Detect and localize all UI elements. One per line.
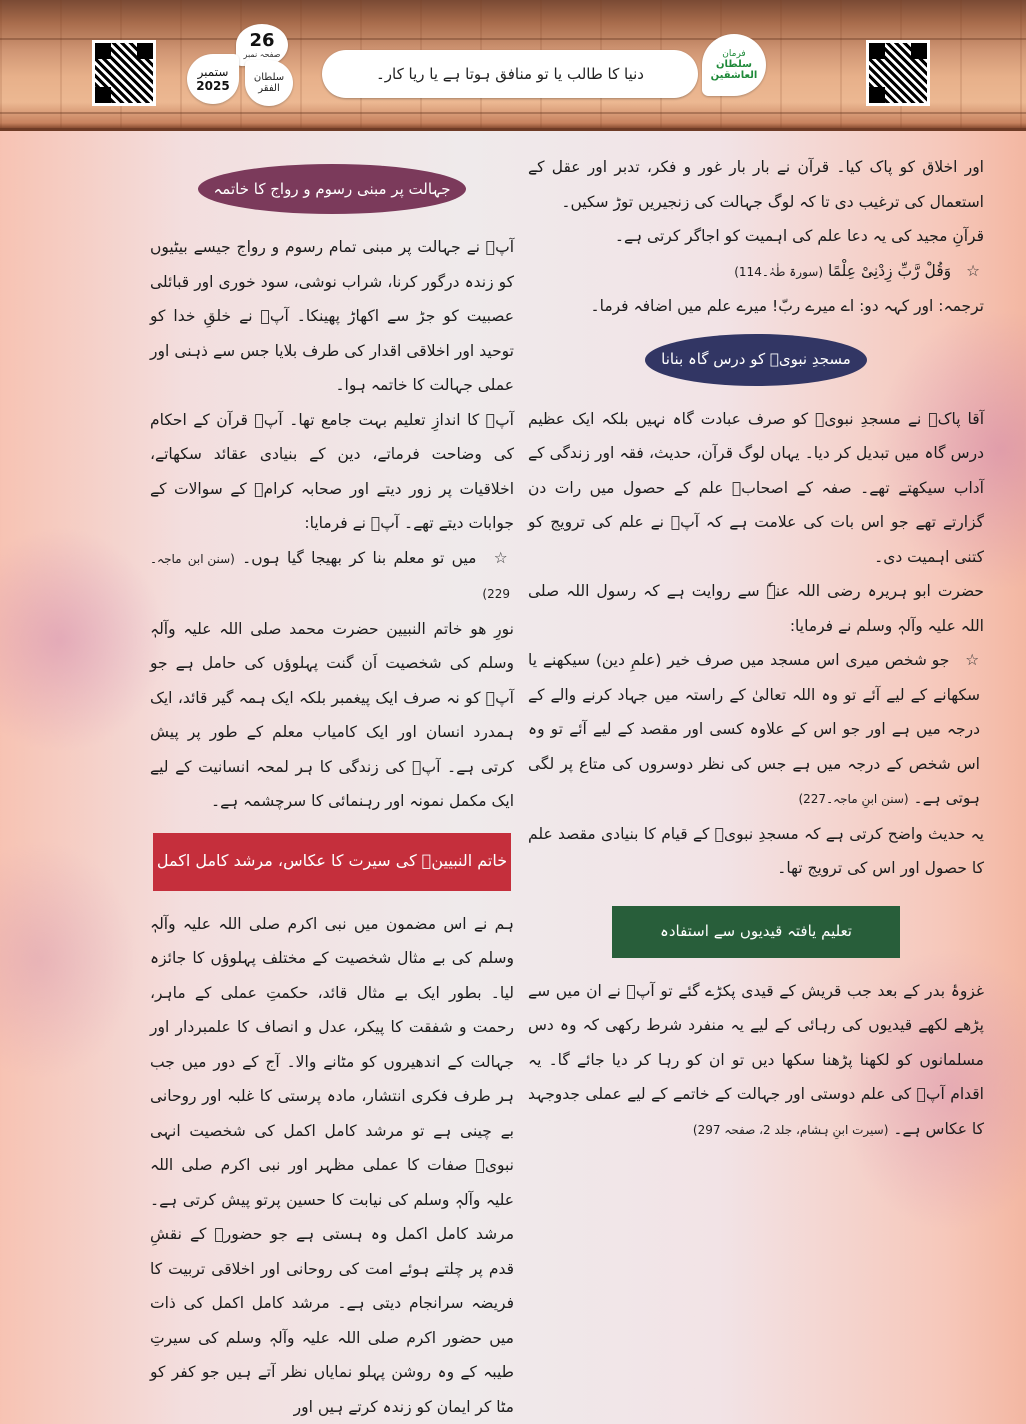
quote-line <box>150 541 514 612</box>
issue-date-badge <box>187 54 239 104</box>
star-icon: ☆ <box>494 549 510 567</box>
qr-code-icon <box>95 43 153 103</box>
quote-source-line2: سلطان العاشقین <box>702 59 766 81</box>
paragraph: ہم نے اس مضمون میں نبی اکرم صلی اللہ علیہ وآلہٖ وسلم کی بے مثال شخصیت کے مختلف پہلوؤں کا جائزہ لیا۔ بطور ایک بے مثال قائد، حکمتِ عملی کے ماہر، رحمت و شفقت کا پیکر، عدل و انصاف کا علمبردار اور جہالت کے اندھیروں کو مٹانے والا۔ آج کے دور میں جب ہر طرف فکری انتشار، مادہ پرستی کا غلبہ اور روحانی بے چینی ہے تو مرشد کامل اکمل کی شخصیت انہی نبویؐ صفات کا عملی مظہر اور نبی اکرم صلی اللہ علیہ وآلہٖ وسلم کی نیابت کا حسین پرتو پیش کرتی ہے۔ مرشد کامل اکمل وہ ہستی ہے جو حضورؐ کے نقشِ قدم پر چلتے ہوئے امت کی روحانی اور اخلاقی تربیت کا فریضہ سرانجام دیتی ہے۔ مرشد کامل اکمل کی ذات میں حضور اکرم صلی اللہ علیہ وآلہٖ وسلم کی سیرتِ طیبہ کے وہ روشن پہلو نمایاں نظر آتے ہیں جو کفر کو مٹا کر ایمان کو زندہ کرتے ہیں اور <box>150 907 514 1424</box>
paragraph: آپؐ نے جہالت پر مبنی تمام رسوم و رواج جیسے بیٹیوں کو زندہ درگور کرنا، شراب نوشی، سود خوری اور قبائلی عصبیت کو جڑ سے اکھاڑ پھینکا۔ آپؐ نے خلقِ خدا کو توحید اور اخلاقی اقدار کی طرف بلایا جس سے ذہنی اور عملی جہالت کا خاتمہ ہوا۔ <box>150 230 514 403</box>
paragraph: اور اخلاق کو پاک کیا۔ قرآن نے بار بار غور و فکر، تدبر اور عقل کے استعمال کی ترغیب دی تا کہ لوگ جہالت کی زنجیریں توڑ سکیں۔ <box>528 150 984 219</box>
section-heading-text: مسجدِ نبویؐ کو درس گاہ بنانا <box>661 342 851 377</box>
quote-source-line1: فرمان <box>722 49 745 59</box>
star-icon: ☆ <box>966 262 980 280</box>
issue-year: 2025 <box>196 79 229 93</box>
page-number-label: صفحہ نمبر <box>244 50 281 59</box>
section-heading <box>153 833 511 891</box>
hadith <box>528 643 984 817</box>
quote-source-badge <box>702 34 766 96</box>
paragraph: آپؐ کا اندازِ تعلیم بہت جامع تھا۔ آپؐ قرآن کے احکام کی وضاحت فرماتے، دین کے بنیادی عقائد سکھاتے، اخلاقیات پر زور دیتے اور صحابہ کرامؓ کے سوالات کے جوابات دیتے تھے۔ آپؐ نے فرمایا: <box>150 403 514 541</box>
paragraph: حضرت ابو ہریرہ رضی اللہ عنہٗ سے روایت ہے کہ رسول اللہ صلی اللہ علیہ وآلہٖ وسلم نے فرمایا: <box>528 574 984 643</box>
qr-code-right[interactable] <box>866 40 930 106</box>
header-quote-text: دنیا کا طالب یا تو منافق ہوتا ہے یا ریا کار۔ <box>376 65 644 83</box>
page-header <box>0 0 1026 131</box>
quote-text: میں تو معلم بنا کر بھیجا گیا ہوں۔ <box>242 549 476 567</box>
paragraph-text: غزوۂ بدر کے بعد جب قریش کے قیدی پکڑے گئے تو آپؐ نے ان میں سے پڑھے لکھے قیدیوں کی رہائی کے لیے یہ منفرد شرط رکھی کہ وہ دس مسلمانوں کو لکھنا پڑھنا سکھا دیں تو ان کو رہا کر دیا جائے گا۔ یہ اقدام آپؐ کی علم دوستی اور جہالت کے خاتمے کے لیے عملی جدوجہد کا عکاس ہے۔ <box>528 982 984 1138</box>
paragraph: آقا پاکؐ نے مسجدِ نبویؐ کو صرف عبادت گاہ نہیں بلکہ ایک عظیم درس گاہ میں تبدیل کر دیا۔ یہاں لوگ قرآن، حدیث، فقہ اور زندگی کے آداب سیکھتے تھے۔ صفہ کے اصحابؓ علم کے حصول میں رات دن گزارتے تھے جو اس بات کی علامت ہے کہ آپؐ نے علم کی ترویج کو کتنی اہمیت دی۔ <box>528 402 984 575</box>
reference: (سیرت ابنِ ہشام، جلد 2، صفحہ 297) <box>693 1123 889 1137</box>
qr-code-icon <box>869 43 927 103</box>
magazine-logo <box>245 60 293 106</box>
header-quote <box>322 50 698 98</box>
qr-code-left[interactable] <box>92 40 156 106</box>
section-heading-text: جہالت پر مبنی رسوم و رواج کا خاتمہ <box>214 172 451 207</box>
ornament-line <box>0 112 1026 114</box>
paragraph: یہ حدیث واضح کرتی ہے کہ مسجدِ نبویؐ کے قیام کا بنیادی مقصد علم کا حصول اور اس کی ترویج تھا۔ <box>528 817 984 886</box>
paragraph: نورِ ھو خاتم النبیین حضرت محمد صلی اللہ علیہ وآلہٖ وسلم کی شخصیت اَن گنت پہلوؤں کی حامل ہے جو آپؐ کو نہ صرف ایک پیغمبر بلکہ ایک ہمہ گیر قائد، ایک ہمدرد انسان اور ایک کامیاب معلم کے طور پر پیش کرتی ہے۔ آپؐ کی زندگی کا ہر لمحہ انسانیت کے لیے ایک مکمل نمونہ اور رہنمائی کا سرچشمہ ہے۔ <box>150 612 514 819</box>
star-icon: ☆ <box>965 651 980 669</box>
hadith-reference: (سنن ابنِ ماجہ۔227) <box>798 792 908 806</box>
paragraph <box>528 974 984 1148</box>
quote-reference: (سنن ابن ماجہ۔229) <box>150 552 510 602</box>
section-heading <box>645 334 867 386</box>
issue-month: ستمبر <box>198 65 229 79</box>
section-heading-text: تعلیم یافتہ قیدیوں سے استفادہ <box>660 914 852 949</box>
hadith-text: جو شخص میری اس مسجد میں صرف خیر (علمِ دین) سیکھنے یا سکھانے کے لیے آئے تو وہ اللہ تعالیٰ کے راستہ میں جہاد کرنے والے کے درجہ میں ہے اور جو اس کے علاوہ کسی اور مقصد کے لیے آئے تو وہ اس شخص کے درجہ میں ہے جس کی نظر دوسروں کی متاع پر لگی ہوتی ہے۔ <box>528 651 980 807</box>
verse-line <box>528 254 984 290</box>
section-heading-text: خاتم النبیینؐ کی سیرت کا عکاس، مرشد کامل اکمل <box>157 844 507 879</box>
translation: ترجمہ: اور کہہ دو: اے میرے ربّ! میرے علم میں اضافہ فرما۔ <box>528 289 984 324</box>
paragraph: قرآنِ مجید کی یہ دعا علم کی اہمیت کو اجاگر کرتی ہے۔ <box>528 219 984 254</box>
left-column <box>150 150 514 1424</box>
magazine-name: سلطان الفقر <box>245 72 293 94</box>
section-heading <box>612 906 900 958</box>
verse-text: وَقُلْ رَّبِّ زِدْنِیْ عِلْمًا <box>828 262 951 280</box>
page-number: 26 <box>249 32 274 50</box>
verse-reference: (سورۃ طٰہٰ۔114) <box>734 265 823 279</box>
section-heading <box>198 164 466 214</box>
right-column <box>528 150 984 1147</box>
